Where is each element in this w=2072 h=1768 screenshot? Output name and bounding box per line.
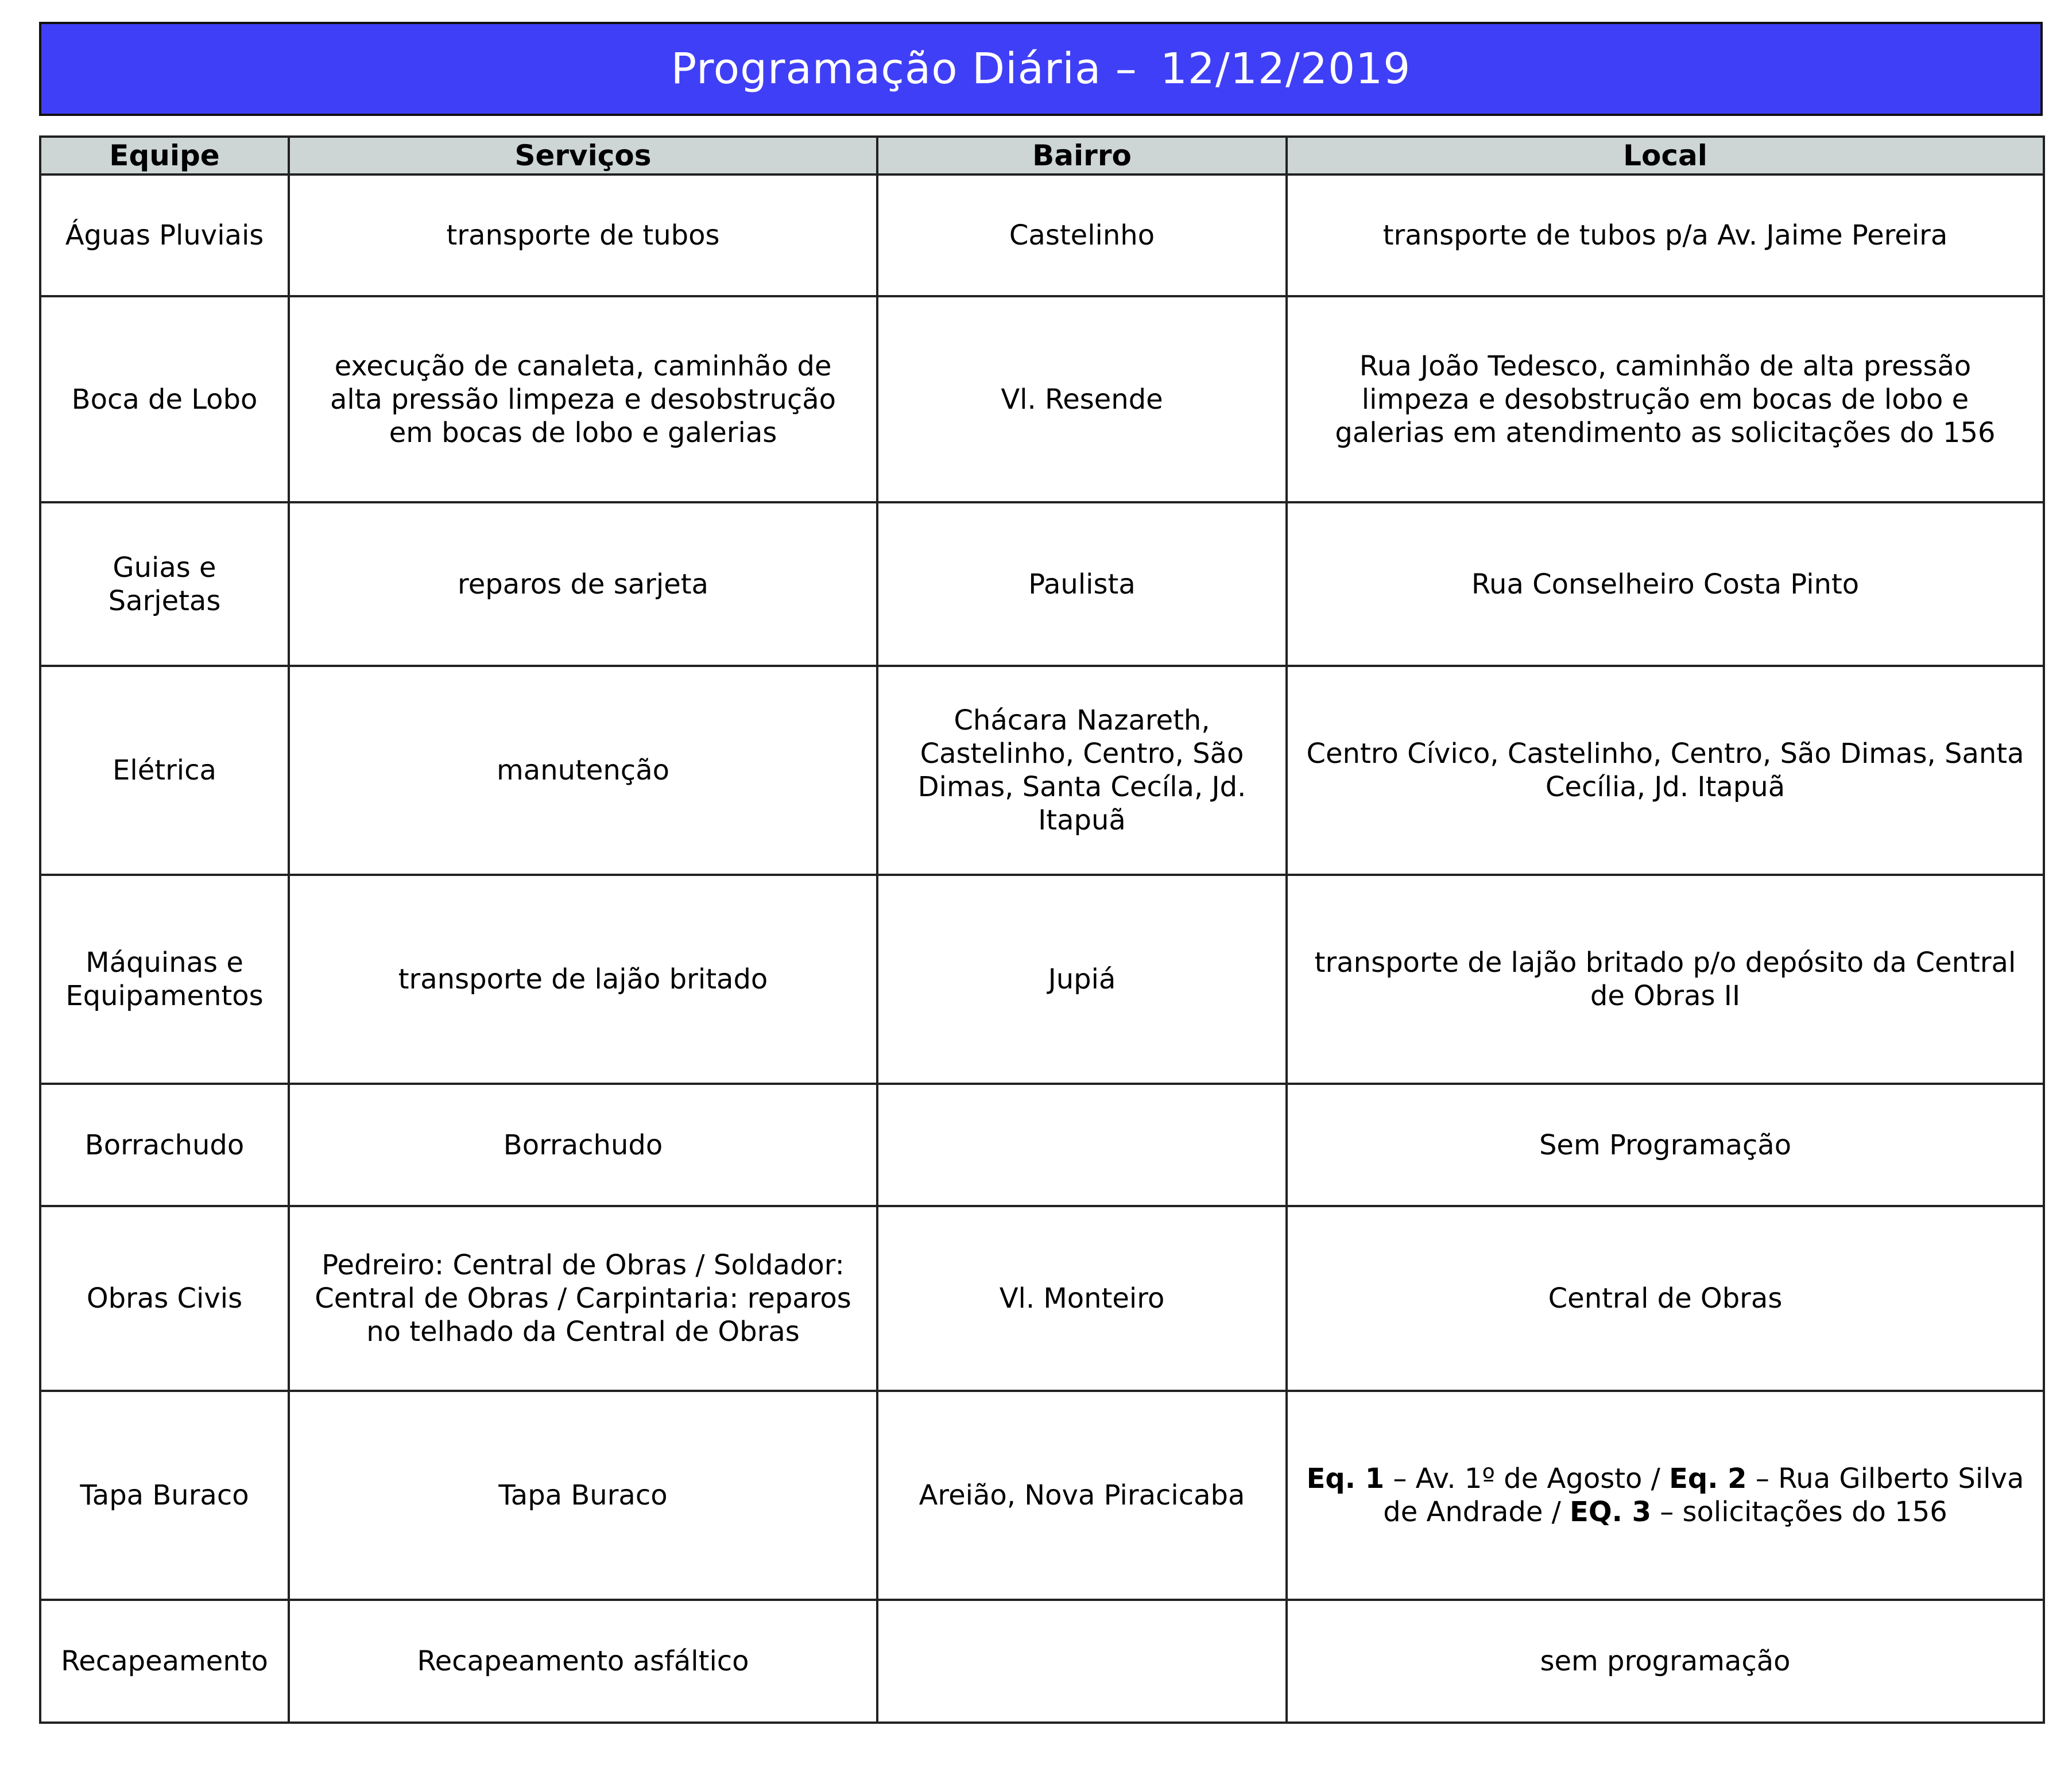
table-row [40, 1084, 2044, 1206]
eq2-text: – Rua Gilberto Silva de Andrade / [1383, 1463, 2024, 1528]
table-row [40, 502, 2044, 666]
cell-bairro [877, 1600, 1287, 1723]
cell-servicos: transporte de lajão britado [289, 875, 877, 1084]
cell-local: transporte de tubos p/a Av. Jaime Pereira [1287, 175, 2044, 296]
cell-equipe: Boca de Lobo [40, 296, 289, 502]
cell-local: transporte de lajão britado p/o depósito da Central de Obras II [1287, 875, 2044, 1084]
page-title: Programação Diária – [671, 44, 1137, 94]
column-header-servicos: Serviços [289, 137, 877, 175]
table-row [40, 296, 2044, 502]
page-title-bar [39, 22, 2043, 116]
cell-bairro: Chácara Nazareth, Castelinho, Centro, São Dimas, Santa Cecíla, Jd. Itapuã [877, 666, 1287, 875]
cell-equipe: Elétrica [40, 666, 289, 875]
cell-servicos: reparos de sarjeta [289, 502, 877, 666]
table-row [40, 1391, 2044, 1600]
cell-local: Sem Programação [1287, 1084, 2044, 1206]
cell-servicos: Tapa Buraco [289, 1391, 877, 1600]
schedule-date: 12/12/2019 [1160, 44, 1411, 94]
cell-bairro: Castelinho [877, 175, 1287, 296]
cell-bairro: Areião, Nova Piracicaba [877, 1391, 1287, 1600]
cell-servicos: Recapeamento asfáltico [289, 1600, 877, 1723]
table-row [40, 875, 2044, 1084]
table-row [40, 1206, 2044, 1391]
cell-bairro: Jupiá [877, 875, 1287, 1084]
eq1-text: – Av. 1º de Agosto / [1384, 1463, 1670, 1495]
eq2-label: Eq. 2 [1669, 1463, 1747, 1495]
cell-equipe: Máquinas e Equipamentos [40, 875, 289, 1084]
table-row [40, 1600, 2044, 1723]
cell-bairro: Vl. Resende [877, 296, 1287, 502]
table-row [40, 666, 2044, 875]
cell-bairro: Vl. Monteiro [877, 1206, 1287, 1391]
table-header-row [40, 137, 2044, 175]
column-header-local: Local [1287, 137, 2044, 175]
cell-local: Rua João Tedesco, caminhão de alta pressão limpeza e desobstrução em bocas de lobo e galerias em atendimento as solicitações do 156 [1287, 296, 2044, 502]
cell-local: sem programação [1287, 1600, 2044, 1723]
schedule-table [39, 135, 2045, 1724]
cell-equipe: Recapeamento [40, 1600, 289, 1723]
eq1-label: Eq. 1 [1306, 1463, 1385, 1495]
cell-bairro: Paulista [877, 502, 1287, 666]
cell-equipe: Tapa Buraco [40, 1391, 289, 1600]
cell-servicos: Pedreiro: Central de Obras / Soldador: Central de Obras / Carpintaria: reparos no telhado da Central de Obras [289, 1206, 877, 1391]
eq3-text: – solicitações do 156 [1651, 1496, 1947, 1528]
cell-equipe: Guias e Sarjetas [40, 502, 289, 666]
cell-bairro [877, 1084, 1287, 1206]
cell-local: Central de Obras [1287, 1206, 2044, 1391]
column-header-equipe: Equipe [40, 137, 289, 175]
cell-local: Rua Conselheiro Costa Pinto [1287, 502, 2044, 666]
cell-servicos: transporte de tubos [289, 175, 877, 296]
column-header-bairro: Bairro [877, 137, 1287, 175]
table-row [40, 175, 2044, 296]
cell-local [1287, 1391, 2044, 1600]
cell-servicos: manutenção [289, 666, 877, 875]
cell-equipe: Borrachudo [40, 1084, 289, 1206]
cell-equipe: Águas Pluviais [40, 175, 289, 296]
eq3-label: EQ. 3 [1570, 1496, 1651, 1528]
cell-servicos: Borrachudo [289, 1084, 877, 1206]
cell-local: Centro Cívico, Castelinho, Centro, São Dimas, Santa Cecília, Jd. Itapuã [1287, 666, 2044, 875]
cell-equipe: Obras Civis [40, 1206, 289, 1391]
cell-servicos: execução de canaleta, caminhão de alta pressão limpeza e desobstrução em bocas de lobo e galerias [289, 296, 877, 502]
